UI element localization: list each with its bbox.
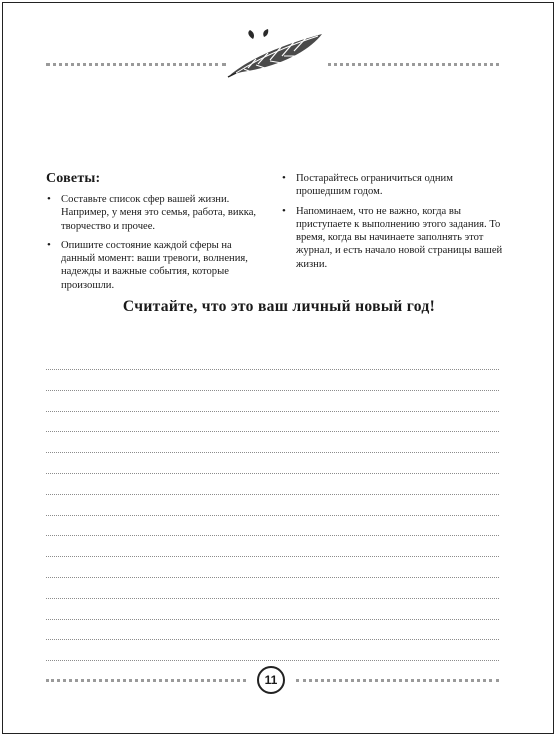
writing-line [46,556,499,557]
writing-line [46,598,499,599]
page-number: 11 [257,666,285,694]
writing-line [46,369,499,370]
writing-line [46,431,499,432]
tips-title: Советы: [46,171,101,186]
writing-line [46,660,499,661]
list-item: • Напоминаем, что не важно, когда вы приступаете к выполнению этого задания. То время, когда вы начинаете заполнять этот журнал, и есть начало новой страницы вашей жизни. [282,205,504,271]
bottom-divider-left [46,679,246,682]
writing-line [46,494,499,495]
page-subtitle: Считайте, что это ваш личный новый год! [122,298,436,315]
writing-line [46,535,499,536]
writing-line [46,411,499,412]
bottom-divider-right [296,679,499,682]
writing-line [46,452,499,453]
writing-line [46,619,499,620]
list-item: • Постарайтесь ограничиться одним прошедшим годом. [282,172,504,199]
feather-icon [226,28,326,80]
page-border [2,2,554,734]
writing-line [46,515,499,516]
tips-right-list [282,172,504,277]
writing-line [46,639,499,640]
writing-line [46,577,499,578]
top-divider-right [328,63,499,66]
list-item: • Опишите состояние каждой сферы на данный момент: ваши тревоги, волнения, надежды и важные события, которые произошли. [47,239,265,292]
top-divider-left [46,63,226,66]
leaf-icon [248,30,254,39]
leaf-icon [263,29,268,37]
tips-left-list [47,193,265,298]
list-item: • Составьте список сфер вашей жизни. Например, у меня это семья, работа, викка, творчество и прочее. [47,193,265,233]
writing-line [46,473,499,474]
writing-line [46,390,499,391]
